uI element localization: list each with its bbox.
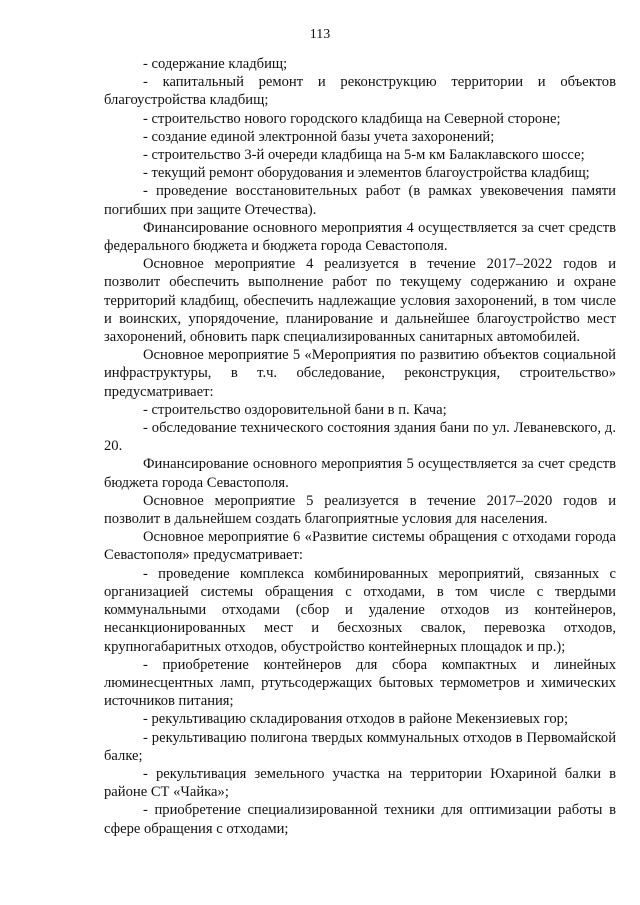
list-item-bath-inspection: - обследование технического состояния здания бани по ул. Леваневского, д. 20. [104, 420, 616, 455]
list-item-bath-construction: - строительство оздоровительной бани в п. Кача; [143, 401, 447, 418]
page-number: 113 [309, 27, 331, 42]
paragraph-measure6-intro: Основное мероприятие 6 «Развитие системы обращения с отходами города Севастополя» предусматривает: [104, 529, 616, 564]
paragraph-measure4-financing: Финансирование основного мероприятия 4 осуществляется за счет средств федерального бюджета и бюджета города Севастополя. [104, 219, 616, 255]
list-item-new-cemetery-construction: - строительство нового городского кладбища на Северной стороне; [143, 110, 561, 127]
paragraph-measure5-intro: Основное мероприятие 5 «Мероприятия по развитию объектов социальной инфраструктуры, в т.ч. обследование, реконструкция, строительство» предусматривает: [104, 347, 616, 400]
paragraph-measure5-period: Основное мероприятие 5 реализуется в течение 2017–2020 годов и позволит в дальнейшем создать благоприятные условия для населения. [104, 492, 616, 528]
paragraph-measure4-period: Основное мероприятие 4 реализуется в течение 2017–2022 годов и позволит обеспечить выполнение работ по текущему содержанию и охране территорий кладбищ, обеспечить надлежащие условия захоронений, в том числе и воинских, упорядочение, планирование и дальнейшее благоустройство мест захоронений, обновить парк специализированных санитарных автомобилей. [104, 256, 616, 346]
list-item-cemetery-maintenance: - содержание кладбищ; [143, 56, 288, 72]
list-item-yukharina-recultivation: - рекультивация земельного участка на территории Юхариной балки в районе СТ «Чайка»; [104, 765, 616, 801]
list-item-cemetery-capital-repair: - капитальный ремонт и реконструкцию территории и объектов благоустройства кладбищ; [104, 74, 616, 109]
list-item-pervomayskaya-recultivation: - рекультивацию полигона твердых коммунальных отходов в Первомайской балке; [104, 729, 616, 764]
list-item-equipment-repair: - текущий ремонт оборудования и элементов благоустройства кладбищ; [143, 165, 590, 182]
paragraph-measure5-financing: Финансирование основного мероприятия 5 осуществляется за счет средств бюджета города Севастополя. [104, 456, 616, 491]
list-item-cemetery-third-stage: - строительство 3-й очереди кладбища на 5-м км Балаклавского шоссе; [143, 147, 585, 164]
list-item-special-equipment: - приобретение специализированной техники для оптимизации работы в сфере обращения с отходами; [104, 802, 616, 837]
page-body [104, 55, 616, 838]
list-item-burial-database: - создание единой электронной базы учета захоронений; [143, 128, 495, 145]
list-item-mekenzievy-recultivation: - рекультивацию складирования отходов в районе Мекензиевых гор; [143, 711, 569, 728]
list-item-lamp-containers: - приобретение контейнеров для сбора компактных и линейных люминесцентных ламп, ртутьсодержащих бытовых термометров и химических источников питания; [104, 656, 616, 710]
list-item-restoration-works: - проведение восстановительных работ (в рамках увековечения памяти погибших при защите Отечества). [104, 183, 616, 218]
list-item-waste-complex-measures: - проведение комплекса комбинированных мероприятий, связанных с организацией системы обращения с отходами, в том числе с твердыми коммунальными отходами (сбор и удаление отходов из контейнеров, несанкционированных мест и бесхозных свалок, перевозка отходов, крупногабаритных отходов, обустройство контейнерных площадок и пр.); [104, 565, 616, 655]
